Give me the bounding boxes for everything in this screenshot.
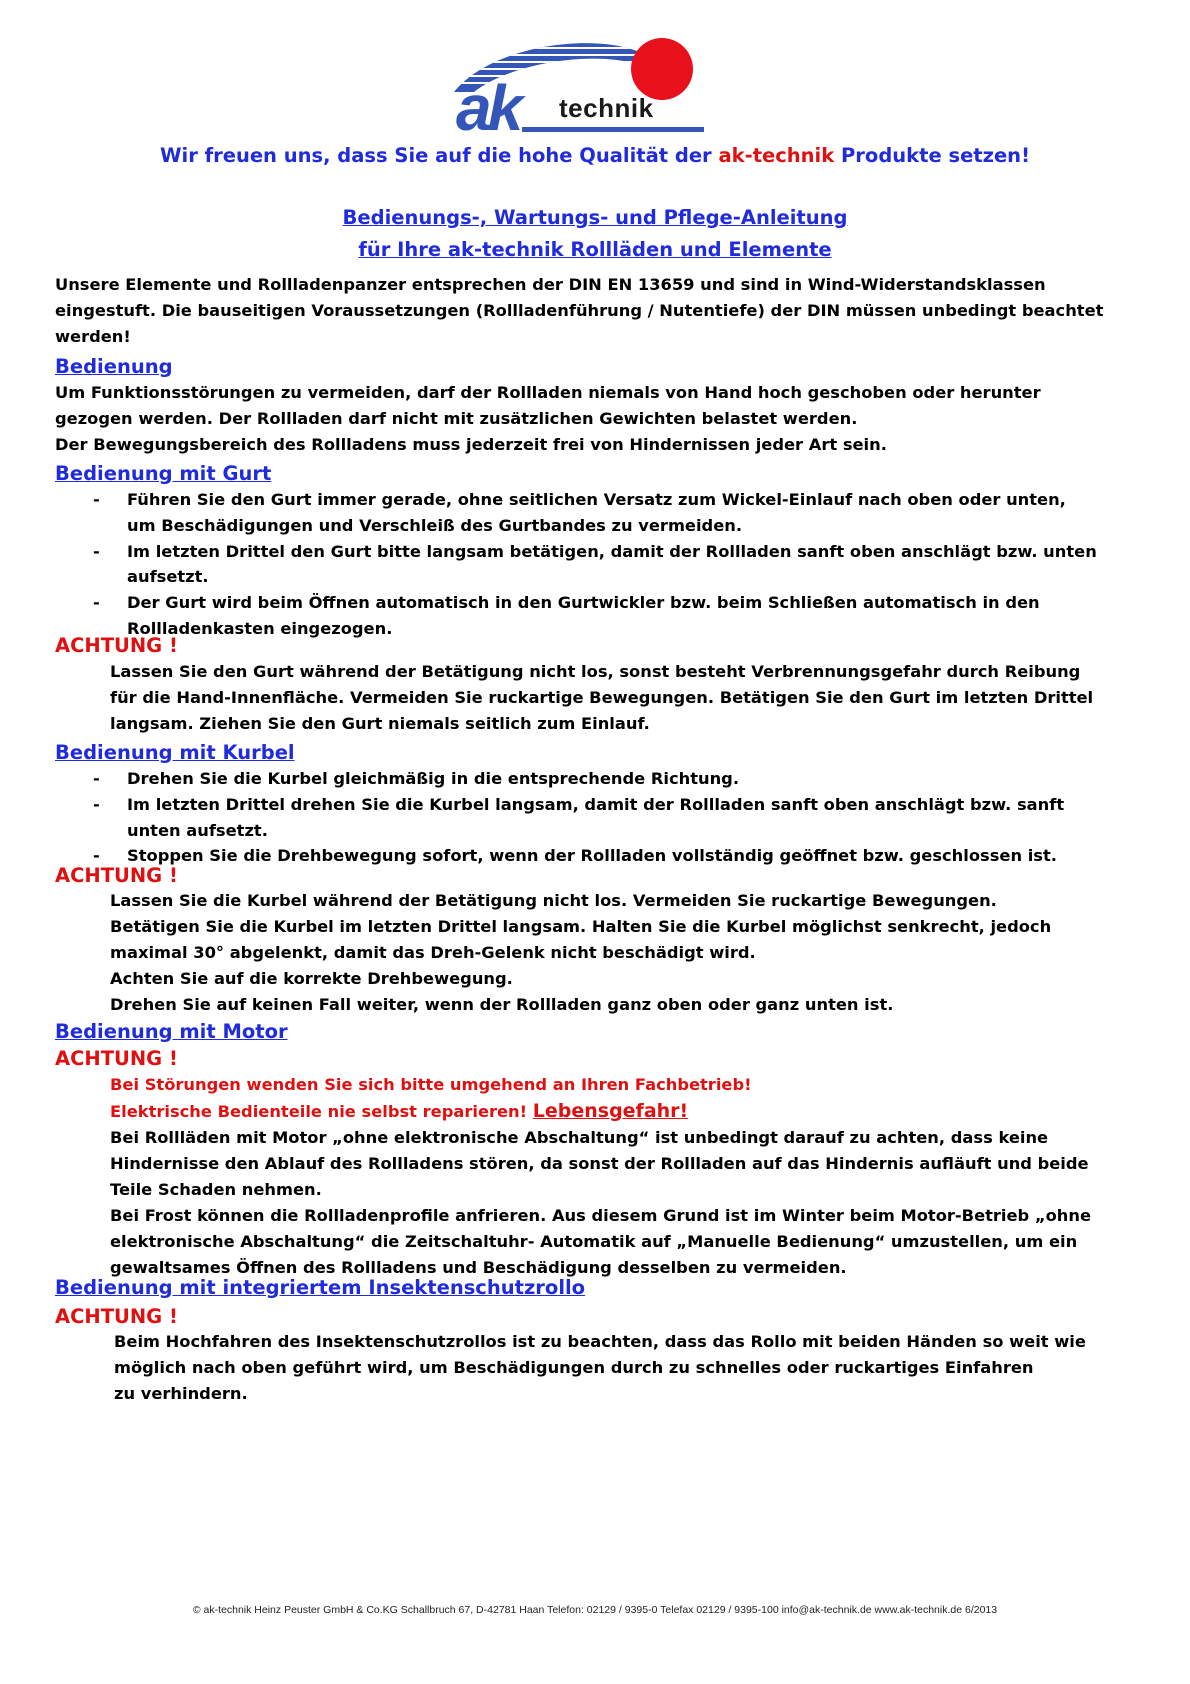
kurbel-bullet-list xyxy=(55,766,1115,869)
section-heading-bedienung: Bedienung xyxy=(55,355,173,378)
motor-red-line2: Elektrische Bedienteile nie selbst reparieren! Lebensgefahr! xyxy=(110,1100,689,1122)
section-heading-insekt: Bedienung mit integriertem Insektenschutzrollo xyxy=(55,1276,586,1299)
list-item: - Der Gurt wird beim Öffnen automatisch in den Gurtwickler bzw. beim Schließen automatisch in den Rollladenkasten eingezogen. xyxy=(93,593,1040,638)
logo-technik: technik xyxy=(559,93,654,123)
list-item: - Im letzten Drittel drehen Sie die Kurbel langsam, damit der Rollladen sanft oben anschlägt bzw. sanft unten aufsetzt. xyxy=(93,794,1065,840)
warning-gurt-text: Lassen Sie den Gurt während der Betätigung nicht los, sonst besteht Verbrennungsgefahr durch Reibung für die Hand-Innenfläche. Vermeiden Sie ruckartige Bewegungen. Betätigen Sie den Gurt im letzten Drittel langsam. Ziehen Sie den Gurt niemals seitlich zum Einlauf. xyxy=(110,662,1094,733)
list-item: - Führen Sie den Gurt immer gerade, ohne seitlichen Versatz zum Wickel-Einlauf nach oben oder unten, um Beschädigungen und Verschleiß des Gurtbandes zu vermeiden. xyxy=(93,490,1066,535)
warning-motor-text: Bei Störungen wenden Sie sich bitte umgehend an Ihren Fachbetrieb! Elektrische Bedienteile nie selbst reparieren! Lebensgefahr! Bei Rollläden mit Motor „ohne elektronische Abschaltung“ ist unbedingt darauf zu achten, dass keine Hindernisse den Ablauf des Rollladens stören, da sonst der Rollladen auf das Hindernis aufläuft und beide Teile Schaden nehmen. Bei Frost können die Rollladenprofile anfrieren. Aus diesem Grund ist im Winter beim Motor-Betrieb „ohne elektronische Abschaltung“ die Zeitschaltuhr- Automatik auf „Manuelle Bedienung“ umzustellen, um ein gewaltsames Öffnen des Rollladens und Beschädigung desselben zu vermeiden. xyxy=(110,1072,1091,1281)
warning-insekt-text: Beim Hochfahren des Insektenschutzrollos ist zu beachten, dass das Rollo mit beiden Händen so weit wie möglich nach oben geführt wird, um Beschädigungen durch zu schnelles oder ruckartiges Einfahren zu verhindern. xyxy=(114,1332,1086,1403)
list-item: - Stoppen Sie die Drehbewegung sofort, wenn der Rollladen vollständig geöffnet bzw. geschlossen ist. xyxy=(93,846,1057,866)
footer-contact: © ak-technik Heinz Peuster GmbH & Co.KG Schallbruch 67, D-42781 Haan Telefon: 02129 / 9395-0 Telefax 02129 / 9395-100 info@ak-technik.de www.ak-technik.de 6/2013 xyxy=(192,1604,998,1616)
welcome-line xyxy=(0,144,1190,167)
section-bedienung-text: Um Funktionsstörungen zu vermeiden, darf der Rollladen niemals von Hand hoch geschoben oder herunter gezogen werden. Der Rollladen darf nicht mit zusätzlichen Gewichten belastet werden. Der Bewegungsbereich des Rollladens muss jederzeit frei von Hindernissen jeder Art sein. xyxy=(55,383,1041,454)
intro-paragraph: Unsere Elemente und Rollladenpanzer entsprechen der DIN EN 13659 und sind in Wind-Widerstandsklassen eingestuft. Die bauseitigen Voraussetzungen (Rollladenführung / Nutentiefe) der DIN müssen unbedingt beachtet werden! xyxy=(55,275,1104,346)
motor-red-line1: Bei Störungen wenden Sie sich bitte umgehend an Ihren Fachbetrieb! xyxy=(110,1075,752,1094)
logo-ak: ak xyxy=(456,72,520,144)
section-heading-motor: Bedienung mit Motor xyxy=(55,1020,288,1043)
list-item: - Drehen Sie die Kurbel gleichmäßig in die entsprechende Richtung. xyxy=(93,769,740,788)
warning-gurt: ACHTUNG ! xyxy=(55,634,178,657)
ak-technik-logo xyxy=(452,34,714,144)
welcome-before: Wir freuen uns, dass Sie auf die hohe Qualität der xyxy=(160,144,719,167)
warning-kurbel: ACHTUNG ! xyxy=(55,864,178,887)
logo-red-circle xyxy=(631,38,693,100)
section-heading-gurt: Bedienung mit Gurt xyxy=(55,462,272,485)
document-title-line2: für Ihre ak-technik Rollläden und Elemente xyxy=(358,238,832,261)
document-title-line1: Bedienungs-, Wartungs- und Pflege-Anleitung xyxy=(342,206,848,229)
list-item: - Im letzten Drittel den Gurt bitte langsam betätigen, damit der Rollladen sanft oben anschlägt bzw. unten aufsetzt. xyxy=(93,541,1097,587)
welcome-after: Produkte setzen! xyxy=(834,144,1030,167)
lebensgefahr-emphasis: Lebensgefahr! xyxy=(532,1100,689,1122)
gurt-bullet-list xyxy=(55,487,1115,642)
warning-insekt: ACHTUNG ! xyxy=(55,1305,178,1328)
warning-motor: ACHTUNG ! xyxy=(55,1047,178,1070)
warning-kurbel-text: Lassen Sie die Kurbel während der Betätigung nicht los. Vermeiden Sie ruckartige Bewegungen. Betätigen Sie die Kurbel im letzten Drittel langsam. Halten Sie die Kurbel möglichst senkrecht, jedoch maximal 30° abgelenkt, damit das Dreh-Gelenk nicht beschädigt wird. Achten Sie auf die korrekte Drehbewegung. Drehen Sie auf keinen Fall weiter, wenn der Rollladen ganz oben oder ganz unten ist. xyxy=(110,891,1052,1014)
section-heading-kurbel: Bedienung mit Kurbel xyxy=(55,741,295,764)
welcome-brand: ak-technik xyxy=(718,144,835,167)
